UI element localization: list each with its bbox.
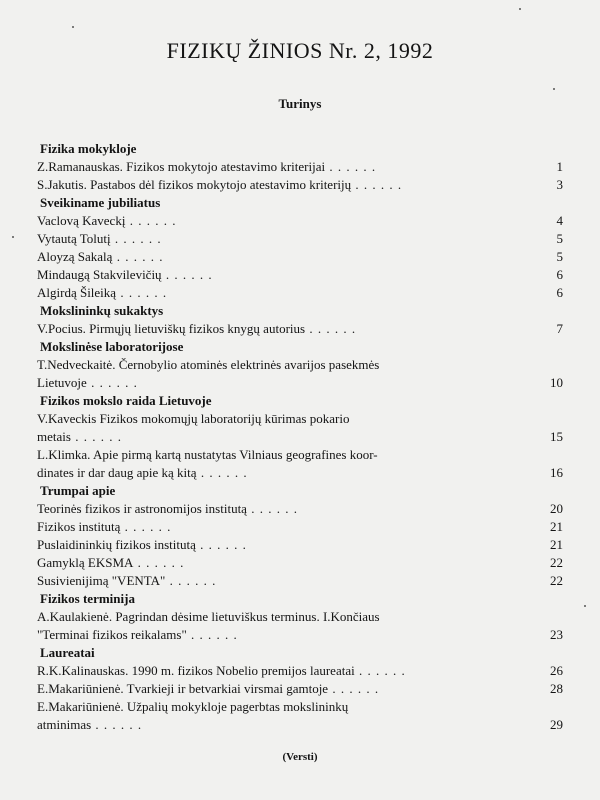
page-number: 10	[550, 375, 563, 390]
entry-line: Algirdą Šileiką . . . . . .	[37, 285, 168, 300]
dot-leader: . . . . . .	[116, 285, 168, 300]
entry-line: A.Kaulakienė. Pagrindan dėsime lietuviškus terminus. I.Končiaus	[37, 609, 380, 624]
entry-line: T.Nedveckaitė. Černobylio atominės elektrinės avarijos pasekmės	[37, 357, 380, 372]
entry-line: Gamyklą EKSMA . . . . . .	[37, 555, 185, 570]
dot-leader: . . . . . .	[110, 231, 162, 246]
table-of-contents	[37, 140, 567, 734]
contents-heading: Turinys	[278, 96, 322, 111]
dot-leader: . . . . . .	[86, 375, 138, 390]
page-number: 21	[550, 537, 563, 552]
entry-line: E.Makariūnienė. Tvarkieji ir betvarkiai virsmai gamtoje . . . . . .	[37, 681, 380, 696]
toc-entry[interactable]	[37, 518, 567, 536]
toc-entry[interactable]	[37, 662, 567, 680]
dot-leader: . . . . . .	[351, 177, 403, 192]
entry-line: metais . . . . . .	[37, 429, 122, 444]
section-heading: Mokslininkų sukaktys	[40, 303, 164, 318]
entry-line: Puslaidininkių fizikos institutą . . . . . .	[37, 537, 247, 552]
entry-line: Aloyzą Sakalą . . . . . .	[37, 249, 164, 264]
entry-line: "Terminai fizikos reikalams" . . . . . .	[37, 627, 238, 642]
entry-line: E.Makariūnienė. Užpalių mokykloje pagerbtas mokslininkų	[37, 699, 349, 714]
section-heading: Trumpai apie	[40, 483, 116, 498]
page-number: 28	[550, 681, 563, 696]
entry-text	[37, 446, 473, 482]
section-heading: Fizikos mokslo raida Lietuvoje	[40, 393, 212, 408]
page-number: 26	[550, 663, 563, 678]
entry-text	[37, 248, 473, 266]
entry-text	[37, 158, 473, 176]
entry-text	[37, 212, 473, 230]
entry-line: L.Klimka. Apie pirmą kartą nustatytas Vilniaus geografines koor-	[37, 447, 378, 462]
toc-entry[interactable]	[37, 266, 567, 284]
section-heading: Laureatai	[40, 645, 95, 660]
dot-leader: . . . . . .	[112, 249, 164, 264]
entry-text	[37, 284, 473, 302]
page-number: 1	[556, 159, 563, 174]
entry-line: Z.Ramanauskas. Fizikos mokytojo atestavimo kriterijai . . . . . .	[37, 159, 377, 174]
entry-text	[37, 608, 473, 644]
dot-leader: . . . . . .	[165, 573, 217, 588]
page-number: 7	[556, 321, 563, 336]
entry-text	[37, 572, 473, 590]
page-number: 21	[550, 519, 563, 534]
toc-entry[interactable]	[37, 410, 567, 446]
dot-leader: . . . . . .	[354, 663, 406, 678]
page-number: 6	[556, 285, 563, 300]
entry-text	[37, 356, 473, 392]
entry-text	[37, 554, 473, 572]
dot-leader: . . . . . .	[186, 627, 238, 642]
page-number: 22	[550, 555, 563, 570]
document-title: FIZIKŲ ŽINIOS Nr. 2, 1992	[166, 38, 434, 63]
toc-entry[interactable]	[37, 356, 567, 392]
entry-line: Fizikos institutą . . . . . .	[37, 519, 172, 534]
toc-entry[interactable]	[37, 572, 567, 590]
toc-entry[interactable]	[37, 230, 567, 248]
entry-text	[37, 536, 473, 554]
entry-text	[37, 176, 473, 194]
toc-entry[interactable]	[37, 500, 567, 518]
page-number: 29	[550, 717, 563, 732]
section-heading: Sveikiname jubiliatus	[40, 195, 161, 210]
toc-entry[interactable]	[37, 212, 567, 230]
entry-line: Teorinės fizikos ir astronomijos institutą . . . . . .	[37, 501, 298, 516]
dot-leader: . . . . . .	[305, 321, 357, 336]
page-number: 5	[556, 249, 563, 264]
toc-entry[interactable]	[37, 320, 567, 338]
page-number: 22	[550, 573, 563, 588]
page-number: 6	[556, 267, 563, 282]
page-number: 5	[556, 231, 563, 246]
entry-line: atminimas . . . . . .	[37, 717, 143, 732]
dot-leader: . . . . . .	[70, 429, 122, 444]
entry-line: Vaclovą Kaveckį . . . . . .	[37, 213, 177, 228]
toc-entry[interactable]	[37, 698, 567, 734]
section-heading: Mokslinėse laboratorijose	[40, 339, 184, 354]
entry-line: Mindaugą Stakvilevičių . . . . . .	[37, 267, 213, 282]
page-number: 15	[550, 429, 563, 444]
toc-entry[interactable]	[37, 176, 567, 194]
dot-leader: . . . . . .	[328, 681, 380, 696]
toc-entry[interactable]	[37, 158, 567, 176]
dot-leader: . . . . . .	[196, 465, 248, 480]
entry-line: dinates ir dar daug apie ką kitą . . . . . .	[37, 465, 248, 480]
page-number: 20	[550, 501, 563, 516]
entry-line: V.Kaveckis Fizikos mokomųjų laboratorijų kūrimas pokario	[37, 411, 350, 426]
toc-entry[interactable]	[37, 284, 567, 302]
section-heading: Fizikos terminija	[40, 591, 135, 606]
dot-leader: . . . . . .	[325, 159, 377, 174]
dot-leader: . . . . . .	[91, 717, 143, 732]
dot-leader: . . . . . .	[246, 501, 298, 516]
toc-entry[interactable]	[37, 248, 567, 266]
dot-leader: . . . . . .	[195, 537, 247, 552]
entry-text	[37, 680, 473, 698]
footer-note: (Versti)	[282, 751, 318, 763]
entry-line: Susivienijimą "VENTA" . . . . . .	[37, 573, 217, 588]
page-number: 3	[556, 177, 563, 192]
toc-entry[interactable]	[37, 536, 567, 554]
entry-line: Lietuvoje . . . . . .	[37, 375, 138, 390]
toc-entry[interactable]	[37, 608, 567, 644]
dot-leader: . . . . . .	[125, 213, 177, 228]
entry-line: V.Pocius. Pirmųjų lietuviškų fizikos knygų autorius . . . . . .	[37, 321, 357, 336]
entry-text	[37, 698, 473, 734]
toc-entry[interactable]	[37, 554, 567, 572]
toc-entry[interactable]	[37, 680, 567, 698]
dot-leader: . . . . . .	[133, 555, 185, 570]
entry-text	[37, 410, 473, 446]
entry-text	[37, 500, 473, 518]
entry-line: R.K.Kalinauskas. 1990 m. fizikos Nobelio premijos laureatai . . . . . .	[37, 663, 406, 678]
entry-text	[37, 320, 473, 338]
entry-text	[37, 662, 473, 680]
entry-text	[37, 266, 473, 284]
page-number: 16	[550, 465, 563, 480]
page-number: 4	[556, 213, 563, 228]
section-heading: Fizika mokykloje	[40, 141, 137, 156]
entry-line: S.Jakutis. Pastabos dėl fizikos mokytojo atestavimo kriterijų . . . . . .	[37, 177, 403, 192]
entry-text	[37, 230, 473, 248]
dot-leader: . . . . . .	[120, 519, 172, 534]
entry-text	[37, 518, 473, 536]
entry-line: Vytautą Tolutį . . . . . .	[37, 231, 162, 246]
dot-leader: . . . . . .	[161, 267, 213, 282]
toc-entry[interactable]	[37, 446, 567, 482]
page-number: 23	[550, 627, 563, 642]
